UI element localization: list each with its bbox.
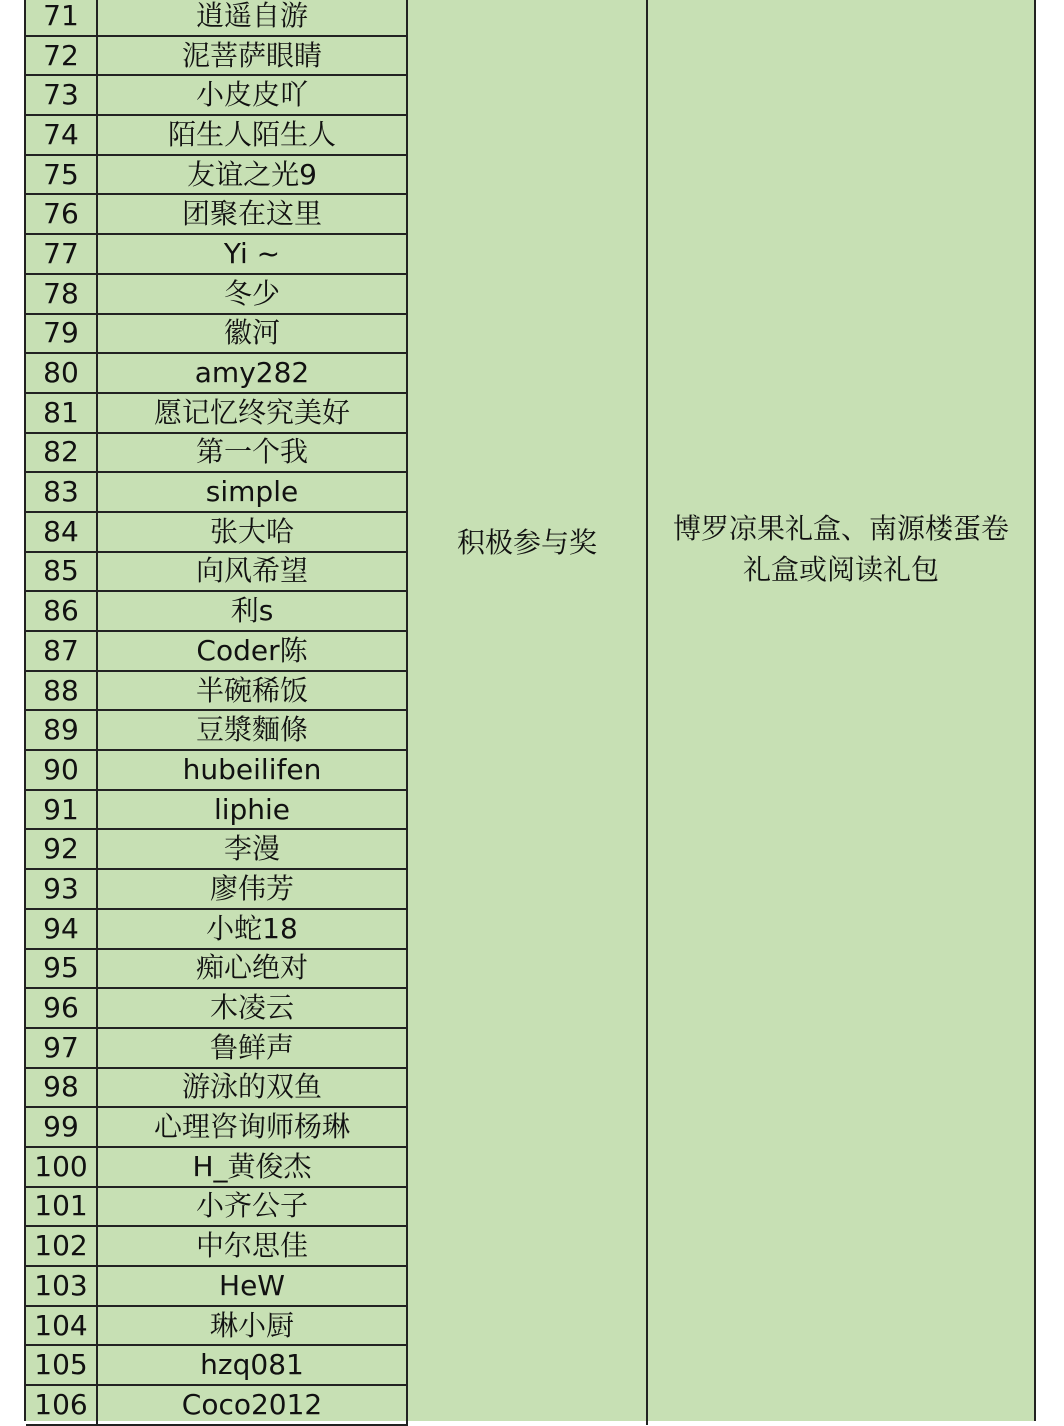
winner-name-cell: amy282 — [97, 353, 407, 393]
winners-sheet — [24, 0, 1036, 1421]
rank-cell: 88 — [26, 671, 97, 711]
winner-name-cell: 张大哈 — [97, 512, 407, 552]
winner-name-cell: hubeilifen — [97, 750, 407, 790]
rank-cell: 86 — [26, 591, 97, 631]
winner-name-cell: 第一个我 — [97, 433, 407, 473]
rank-cell: 77 — [26, 234, 97, 274]
winner-name-cell: 陌生人陌生人 — [97, 115, 407, 155]
winner-name-cell: 逍遥自游 — [97, 0, 407, 36]
rank-cell: 82 — [26, 433, 97, 473]
rank-cell: 79 — [26, 314, 97, 354]
rank-cell: 95 — [26, 949, 97, 989]
winner-name-cell: 半碗稀饭 — [97, 671, 407, 711]
winner-name-cell: 李漫 — [97, 829, 407, 869]
winner-name-cell: 中尔思佳 — [97, 1226, 407, 1266]
rank-cell: 97 — [26, 1028, 97, 1068]
winners-table — [26, 0, 1034, 1426]
rank-cell: 76 — [26, 194, 97, 234]
rank-cell: 96 — [26, 988, 97, 1028]
winner-name-cell: 小蛇18 — [97, 909, 407, 949]
winner-name-cell: liphie — [97, 790, 407, 830]
prize-line-1: 博罗凉果礼盒、南源楼蛋卷 — [672, 512, 1009, 545]
rank-cell: 81 — [26, 393, 97, 433]
winner-name-cell: 小齐公子 — [97, 1187, 407, 1227]
rank-cell: 83 — [26, 472, 97, 512]
winner-name-cell: Coco2012 — [97, 1385, 407, 1425]
prize-description — [648, 508, 1034, 590]
rank-cell: 104 — [26, 1306, 97, 1346]
rank-cell: 98 — [26, 1068, 97, 1108]
rank-cell: 74 — [26, 115, 97, 155]
winner-name-cell: HeW — [97, 1266, 407, 1306]
winner-name-cell: Yi ~ — [97, 234, 407, 274]
prize-cell — [647, 0, 1034, 1425]
winner-name-cell: 利s — [97, 591, 407, 631]
rank-cell: 103 — [26, 1266, 97, 1306]
prize-line-2: 礼盒或阅读礼包 — [742, 553, 939, 586]
rank-cell: 73 — [26, 75, 97, 115]
winner-name-cell: 琳小厨 — [97, 1306, 407, 1346]
winner-name-cell: 冬少 — [97, 274, 407, 314]
winner-name-cell: 廖伟芳 — [97, 869, 407, 909]
winner-name-cell: 木凌云 — [97, 988, 407, 1028]
rank-cell: 71 — [26, 0, 97, 36]
winner-name-cell: 徽河 — [97, 314, 407, 354]
rank-cell: 93 — [26, 869, 97, 909]
winner-name-cell: hzq081 — [97, 1345, 407, 1385]
rank-cell: 85 — [26, 552, 97, 592]
winner-name-cell: 泥菩萨眼睛 — [97, 36, 407, 76]
rank-cell: 99 — [26, 1107, 97, 1147]
winner-name-cell: H_黄俊杰 — [97, 1147, 407, 1187]
rank-cell: 87 — [26, 631, 97, 671]
winner-name-cell: 豆漿麵條 — [97, 710, 407, 750]
winner-name-cell: Coder陈 — [97, 631, 407, 671]
rank-cell: 100 — [26, 1147, 97, 1187]
rank-cell: 80 — [26, 353, 97, 393]
rank-cell: 102 — [26, 1226, 97, 1266]
winner-name-cell: 游泳的双鱼 — [97, 1068, 407, 1108]
rank-cell: 92 — [26, 829, 97, 869]
table-row — [26, 0, 1034, 36]
rank-cell: 84 — [26, 512, 97, 552]
rank-cell: 91 — [26, 790, 97, 830]
winner-name-cell: 小皮皮吖 — [97, 75, 407, 115]
rank-cell: 106 — [26, 1385, 97, 1425]
winner-name-cell: 向风希望 — [97, 552, 407, 592]
winner-name-cell: 团聚在这里 — [97, 194, 407, 234]
rank-cell: 78 — [26, 274, 97, 314]
award-cell — [407, 0, 647, 1425]
rank-cell: 94 — [26, 909, 97, 949]
rank-cell: 101 — [26, 1187, 97, 1227]
winner-name-cell: 痴心绝对 — [97, 949, 407, 989]
winner-name-cell: simple — [97, 472, 407, 512]
rank-cell: 90 — [26, 750, 97, 790]
rank-cell: 72 — [26, 36, 97, 76]
winner-name-cell: 心理咨询师杨琳 — [97, 1107, 407, 1147]
winner-name-cell: 鲁鲜声 — [97, 1028, 407, 1068]
winner-name-cell: 愿记忆终究美好 — [97, 393, 407, 433]
rank-cell: 105 — [26, 1345, 97, 1385]
winner-name-cell: 友谊之光9 — [97, 155, 407, 195]
award-label: 积极参与奖 — [456, 526, 597, 559]
rank-cell: 75 — [26, 155, 97, 195]
rank-cell: 89 — [26, 710, 97, 750]
